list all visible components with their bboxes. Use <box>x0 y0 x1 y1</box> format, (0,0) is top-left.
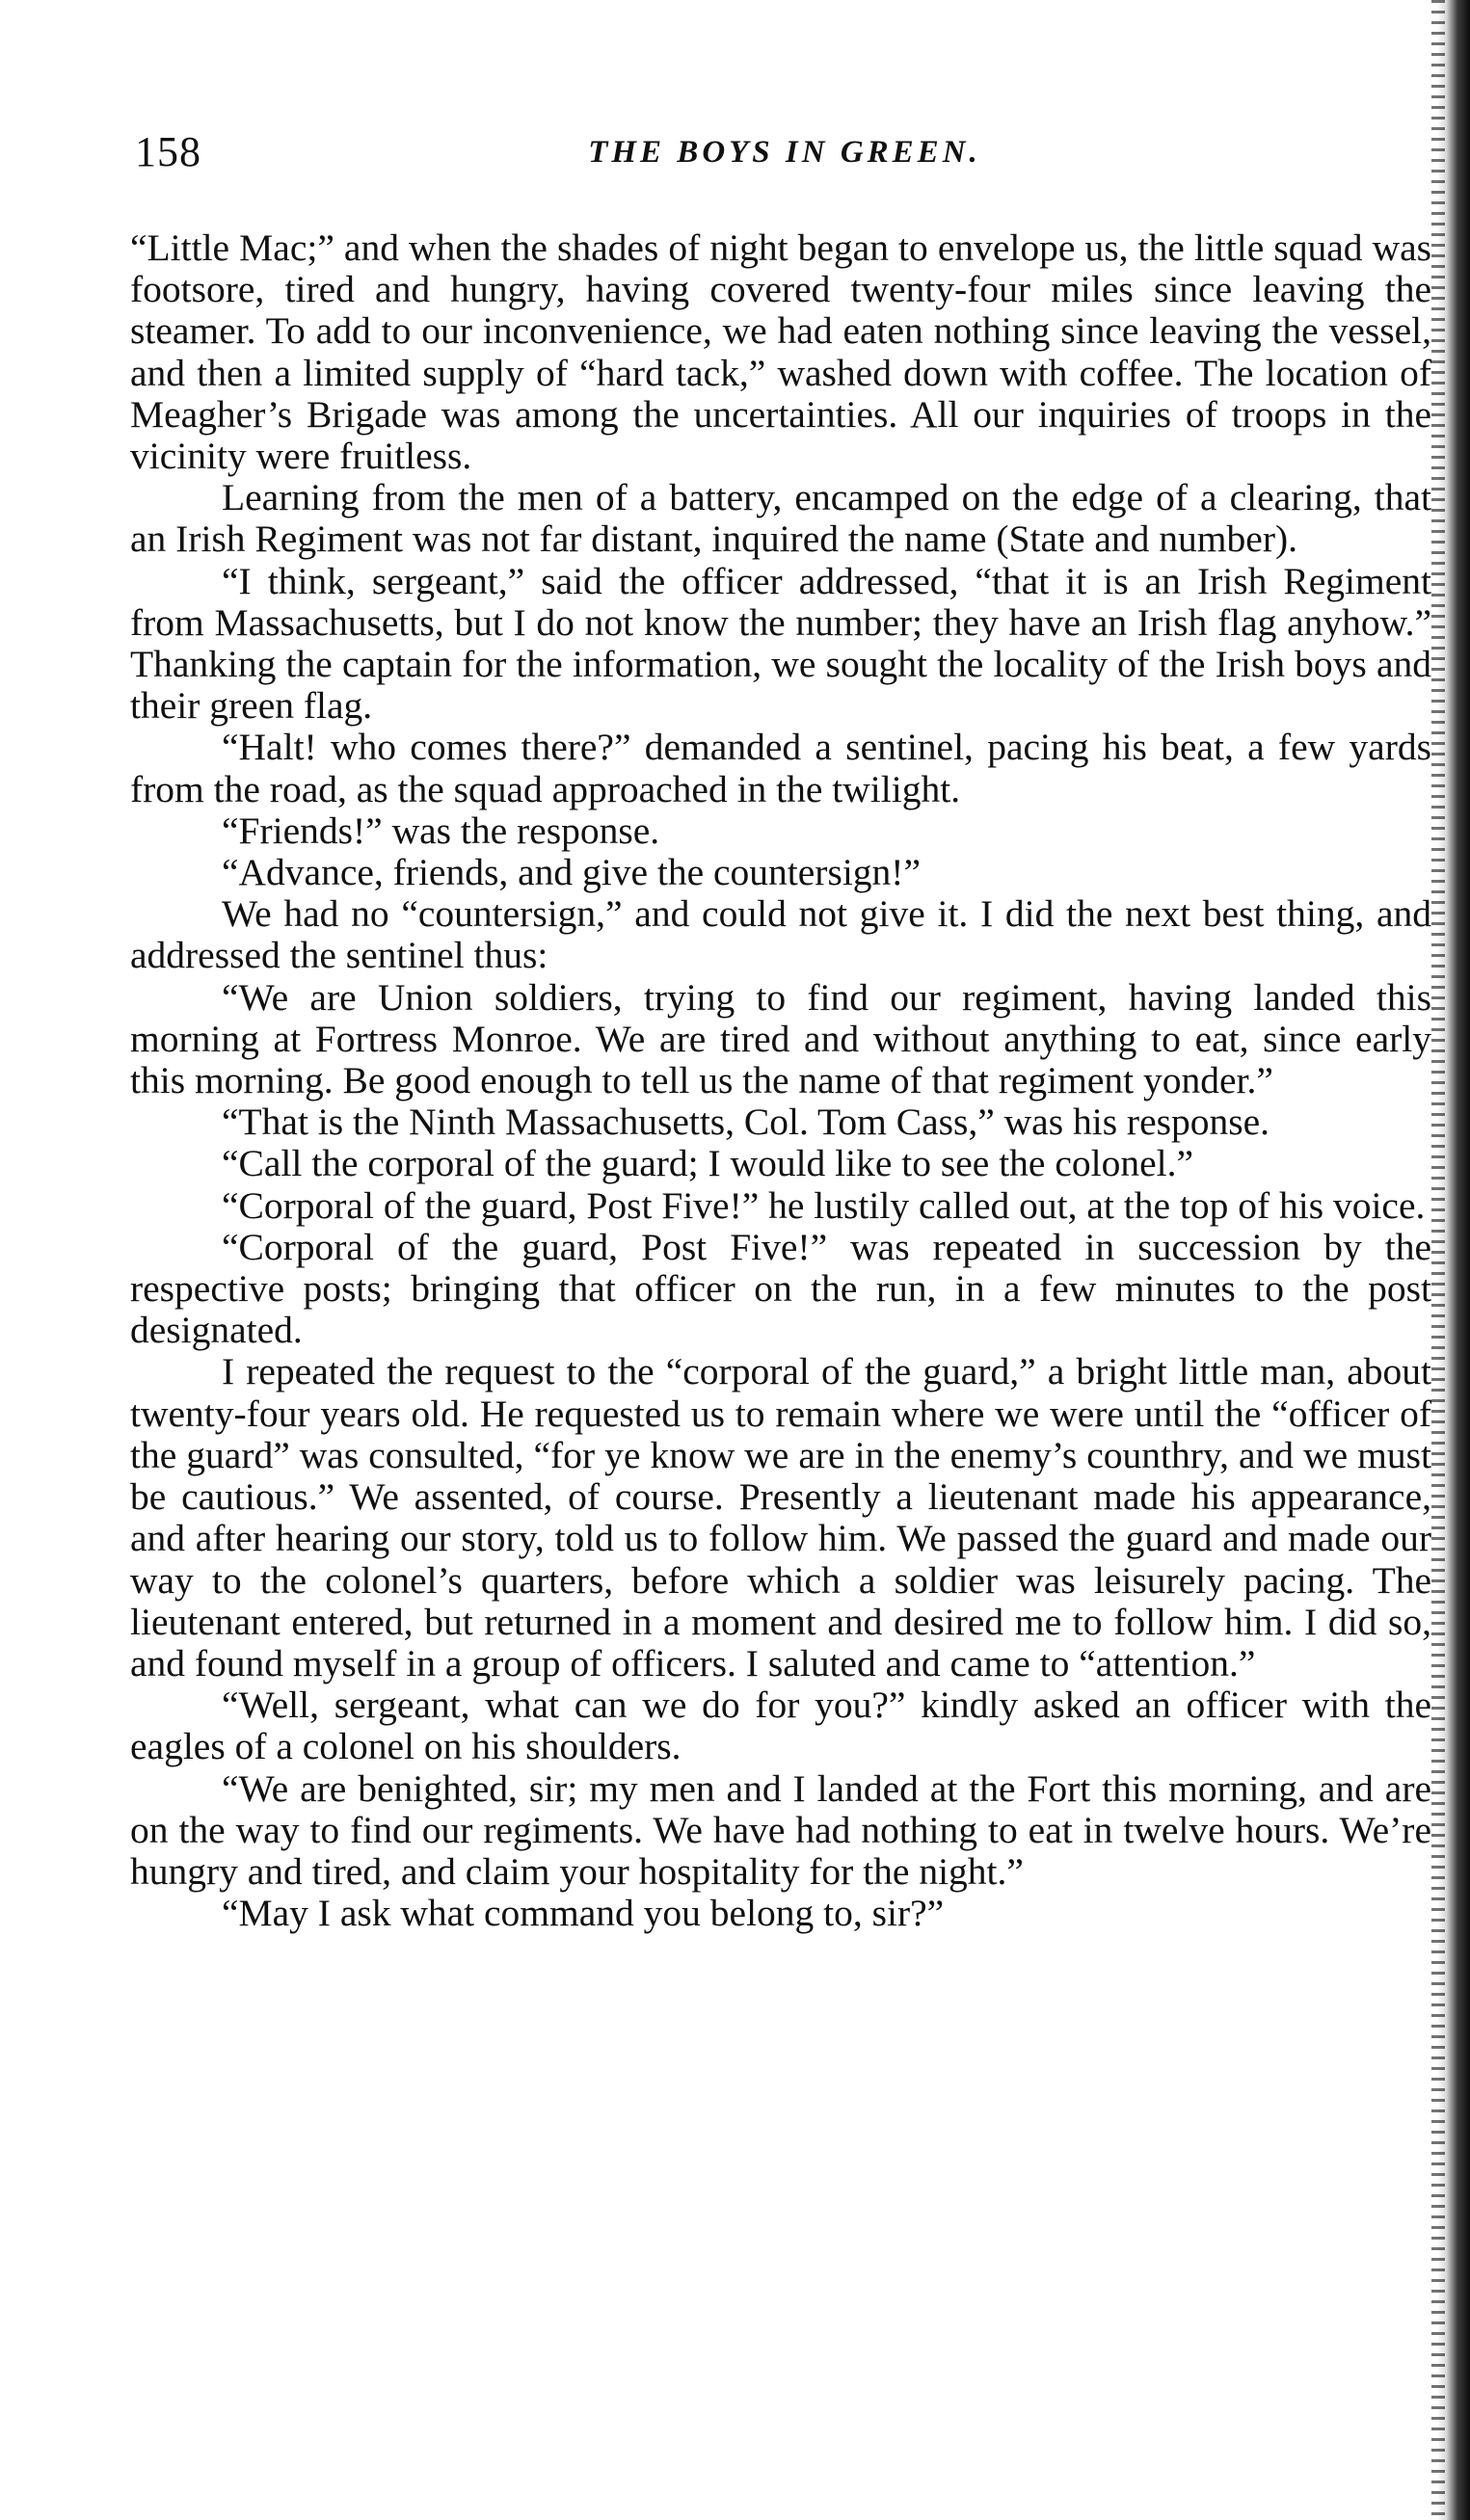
page-number: 158 <box>135 128 201 175</box>
paragraph: I repeated the request to the “corporal of the guard,” a bright little man, about twenty-four years old. He requested us to remain where we were until the “officer of the guard” was consulted, “for ye know we are in the enemy’s counthry, and we must be cautious.” We assented, of course. Presently a lieutenant made his appearance, and after hearing our story, told us to follow him. We passed the guard and made our way to the colonel’s quarters, before which a soldier was leisurely pacing. The lieutenant entered, but returned in a moment and desired me to follow him. I did so, and found myself in a group of officers. I saluted and came to “attention.” <box>130 1350 1431 1684</box>
paragraph: “Corporal of the guard, Post Five!” he lustily called out, at the top of his voice. <box>222 1183 1426 1227</box>
page-header <box>135 127 1434 185</box>
paragraph: “Call the corporal of the guard; I would like to see the colonel.” <box>222 1142 1194 1185</box>
paragraph: “We are Union soldiers, trying to find our regiment, having landed this morning at Fortress Monroe. We are tired and without anything to eat, since early this morning. Be good enough to tell us the name of that regiment yonder.” <box>130 975 1431 1102</box>
paragraph: “Friends!” was the response. <box>222 809 660 852</box>
paragraph: “That is the Ninth Massachusetts, Col. Tom Cass,” was his response. <box>222 1101 1270 1144</box>
paragraph: “I think, sergeant,” said the officer addressed, “that it is an Irish Regiment from Massachusetts, but I do not know the number; they have an Irish flag anyhow.” Thanking the captain for the information, we sought the locality of the Irish boys and their green flag. <box>130 559 1431 728</box>
paragraph: “Advance, friends, and give the countersign!” <box>222 851 921 894</box>
paragraph: “Little Mac;” and when the shades of night began to envelope us, the little squad was footsore, tired and hungry, having covered twenty-four miles since leaving the steamer. To add to our inconvenience, we had eaten nothing since leaving the vessel, and then a limited supply of “hard tack,” washed down with coffee. The location of Meagher’s Brigade was among the uncertainties. All our inquiries of troops in the vicinity were fruitless. <box>130 226 1431 478</box>
running-title: THE BOYS IN GREEN. <box>588 135 981 170</box>
paragraph: Learning from the men of a battery, encamped on the edge of a clearing, that an Irish Regiment was not far distant, inquired the name (State and number). <box>130 476 1431 561</box>
paragraph: “May I ask what command you belong to, sir?” <box>222 1892 945 1935</box>
paragraph: “We are benighted, sir; my men and I landed at the Fort this morning, and are on the way to find our regiments. We have had nothing to eat in twelve hours. We’re hungry and tired, and claim your hospitality for the night.” <box>130 1766 1431 1893</box>
paragraph: “Corporal of the guard, Post Five!” was repeated in succession by the respective posts; bringing that officer on the run, in a few minutes to the post designated. <box>130 1225 1431 1352</box>
page-gutter-speckle <box>1431 0 1445 2520</box>
body-text <box>130 227 1431 1934</box>
paragraph: We had no “countersign,” and could not give it. I did the next best thing, and addressed the sentinel thus: <box>130 892 1431 977</box>
paragraph: “Well, sergeant, what can we do for you?” kindly asked an officer with the eagles of a colonel on his shoulders. <box>130 1684 1431 1768</box>
paragraph: “Halt! who comes there?” demanded a sentinel, pacing his beat, a few yards from the road, as the squad approached in the twilight. <box>130 726 1431 810</box>
